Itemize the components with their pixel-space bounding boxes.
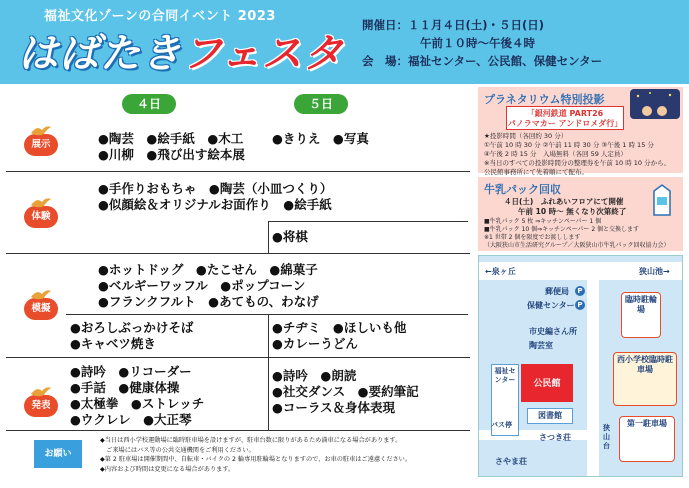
detail-line: 公民館事務所にて先着順にて配布。 <box>484 168 588 176</box>
sayama-hill-label: 狭山台 <box>603 424 610 450</box>
notice-line: ご来場にはバス等の公共交通機関をご利用ください。 <box>100 446 255 454</box>
category-stalls <box>22 288 60 320</box>
item-line: ●カレーうどん <box>272 336 358 351</box>
experience-both-days <box>98 181 332 213</box>
item-line: ●川柳 ●飛び出す絵本展 <box>98 147 245 162</box>
stalls-day2 <box>272 320 406 352</box>
category-exhibition <box>22 124 60 156</box>
milk-pack-schedule <box>504 197 626 217</box>
library: 図書館 <box>527 408 573 424</box>
road-label-west: ←泉ヶ丘 <box>485 267 516 276</box>
item-line: ●詩吟 ●リコーダー <box>70 364 192 379</box>
column-divider <box>268 314 269 357</box>
row-divider <box>6 171 470 172</box>
road-label-east: 狭山池→ <box>639 267 670 276</box>
stalls-day1 <box>70 320 193 352</box>
performance-day1 <box>70 364 204 428</box>
pottery-label: 陶芸室 <box>529 341 553 350</box>
detail-line: ■牛乳パック 5 枚 ⇒キッチンペーパー 1 個 <box>484 218 602 225</box>
event-title <box>18 22 344 79</box>
row-divider <box>66 314 468 315</box>
stalls-both-days <box>98 262 319 310</box>
row-divider <box>6 357 470 358</box>
parking-lot-1: 第一駐車場 <box>619 416 675 462</box>
notice-badge: お願い <box>34 440 82 468</box>
detail-line: ※1 世帯 2 個を限度でお渡しします <box>484 234 581 241</box>
category-badge: 体験 <box>24 206 58 228</box>
item-line: ●ウクレレ ●大正琴 <box>70 412 192 427</box>
city-annex-label: 市史編さん所 <box>529 327 577 336</box>
community-hall: 公民館 <box>521 364 573 402</box>
notice-line: ◆内容および時間は変更になる場合があります。 <box>100 465 235 473</box>
category-badge: 発表 <box>24 395 58 417</box>
date-line: 開催日：１１月４日(土)・５日(日) <box>362 18 545 32</box>
milk-pack-details <box>484 218 670 250</box>
title-accent: フェスタ <box>182 31 344 77</box>
item-line: ●きりえ ●写真 <box>272 131 369 146</box>
item-line: ●コーラス＆身体表現 <box>272 400 396 415</box>
item-line: ●ベルギーワッフル ●ポップコーン <box>98 278 306 293</box>
item-line: ●手話 ●健康体操 <box>70 380 180 395</box>
category-badge: 模擬 <box>24 298 58 320</box>
item-line: ●ホットドッグ ●たこせん ●綿菓子 <box>98 262 318 277</box>
time-line: 午前１０時～午後４時 <box>420 36 535 50</box>
day2-pill: ５日 <box>294 94 348 114</box>
event-subtitle: 福祉文化ゾーンの合同イベント 2023 <box>44 9 276 24</box>
item-line: ●陶芸 ●絵手紙 ●木工 <box>98 131 244 146</box>
planetarium-details <box>484 132 670 177</box>
column-divider <box>268 221 269 253</box>
notice-line: ◆当日は西小学校運動場に臨時駐車場を設けますが、駐車台数に限りがあるため満車になる場合があります。 <box>100 437 402 444</box>
experience-day2 <box>272 229 308 245</box>
health-center-label: 保健センター <box>527 301 575 310</box>
temp-bike-lot: 臨時駐輪場 <box>621 292 661 338</box>
event-info <box>362 16 602 70</box>
stargazers-icon <box>630 89 680 119</box>
post-office-label: 郵便局 <box>545 287 569 296</box>
category-performance <box>22 385 60 417</box>
schedule-line: 午前 10 時～ 無くなり次第終了 <box>518 207 627 216</box>
detail-line: ※当日のすべての投影時間分の整理券を午前 10 時 10 分から、 <box>484 159 671 167</box>
row-divider <box>268 221 468 222</box>
welfare-center: 福祉センター <box>491 364 519 436</box>
program-line: パノラマカー アンドロメダ行」 <box>507 119 623 128</box>
planetarium-program <box>506 106 624 130</box>
notice-text <box>100 436 411 474</box>
venue-line: 会 場：福祉センター、公民館、保健センター <box>362 54 603 68</box>
item-line: ●チヂミ ●ほしいも他 <box>272 320 407 335</box>
notice-line: ◆第 2 駐車場は開催期間中、自転車・バイクの 2 輪専用駐輪場となりますので、お車の駐車はご遠慮ください。 <box>100 456 412 463</box>
milk-pack-title: 牛乳パック回収 <box>484 183 561 196</box>
item-line: ●おろしぶっかけそば <box>70 320 194 335</box>
road-center <box>587 280 599 477</box>
parking-icon: P <box>575 300 585 310</box>
item-line: ●フランクフルト ●あてもの、わなげ <box>98 294 319 309</box>
milk-pack-panel <box>478 177 683 251</box>
detail-line: ①午前 10 時 30 分 ②午前 11 時 30 分 ③午後 1 時 15 分 <box>484 141 654 149</box>
title-main: はばたき <box>18 31 182 77</box>
program-line: 「銀河鉄道 PART26 <box>526 109 604 118</box>
venue-map <box>478 255 683 477</box>
item-line: ●手作りおもちゃ ●陶芸（小皿つくり） <box>98 181 333 196</box>
item-line: ●将棋 <box>272 229 308 244</box>
detail-line: ★投影時間（各回約 30 分） <box>484 132 568 140</box>
header-banner <box>0 0 689 84</box>
category-badge: 展示 <box>24 134 58 156</box>
planetarium-panel <box>478 87 683 176</box>
item-line: ●詩吟 ●朗読 <box>272 368 357 383</box>
performance-day2 <box>272 368 419 416</box>
school-temp-parking: 西小学校臨時駐車場 <box>613 352 677 406</box>
parking-icon: P <box>575 286 585 296</box>
schedule-line: ４日(土) ふれあいフロアにて開催 <box>504 197 624 206</box>
detail-line: ④午後 2 時 15 分 入場無料（各回 59 人定員） <box>484 150 627 158</box>
item-line: ●キャベツ焼き <box>70 336 156 351</box>
item-line: ●太極拳 ●ストレッチ <box>70 396 205 411</box>
row-divider <box>6 430 470 431</box>
item-line: ●似顔絵＆オリジナルお面作り ●絵手紙 <box>98 197 332 212</box>
column-divider <box>268 357 269 430</box>
planetarium-title: プラネタリウム特別投影 <box>484 93 605 106</box>
exhibition-day1 <box>98 131 245 163</box>
detail-line: （大阪狭山市生活研究グループ／大阪狭山市牛乳パック回収協力会） <box>484 242 670 249</box>
category-experience <box>22 196 60 228</box>
row-divider <box>6 253 470 254</box>
detail-line: ■牛乳パック 10 個⇒キッチンペーパー 2 個と交換します <box>484 226 640 233</box>
bus-stop-label: バス停 <box>491 421 512 429</box>
item-line: ●社交ダンス ●要約筆記 <box>272 384 419 399</box>
day1-pill: ４日 <box>122 94 176 114</box>
milk-carton-icon <box>648 183 676 217</box>
satsuki-so-label: さつき荘 <box>539 433 571 442</box>
sayama-so-label: さやま荘 <box>495 457 527 466</box>
exhibition-day2 <box>272 131 369 147</box>
